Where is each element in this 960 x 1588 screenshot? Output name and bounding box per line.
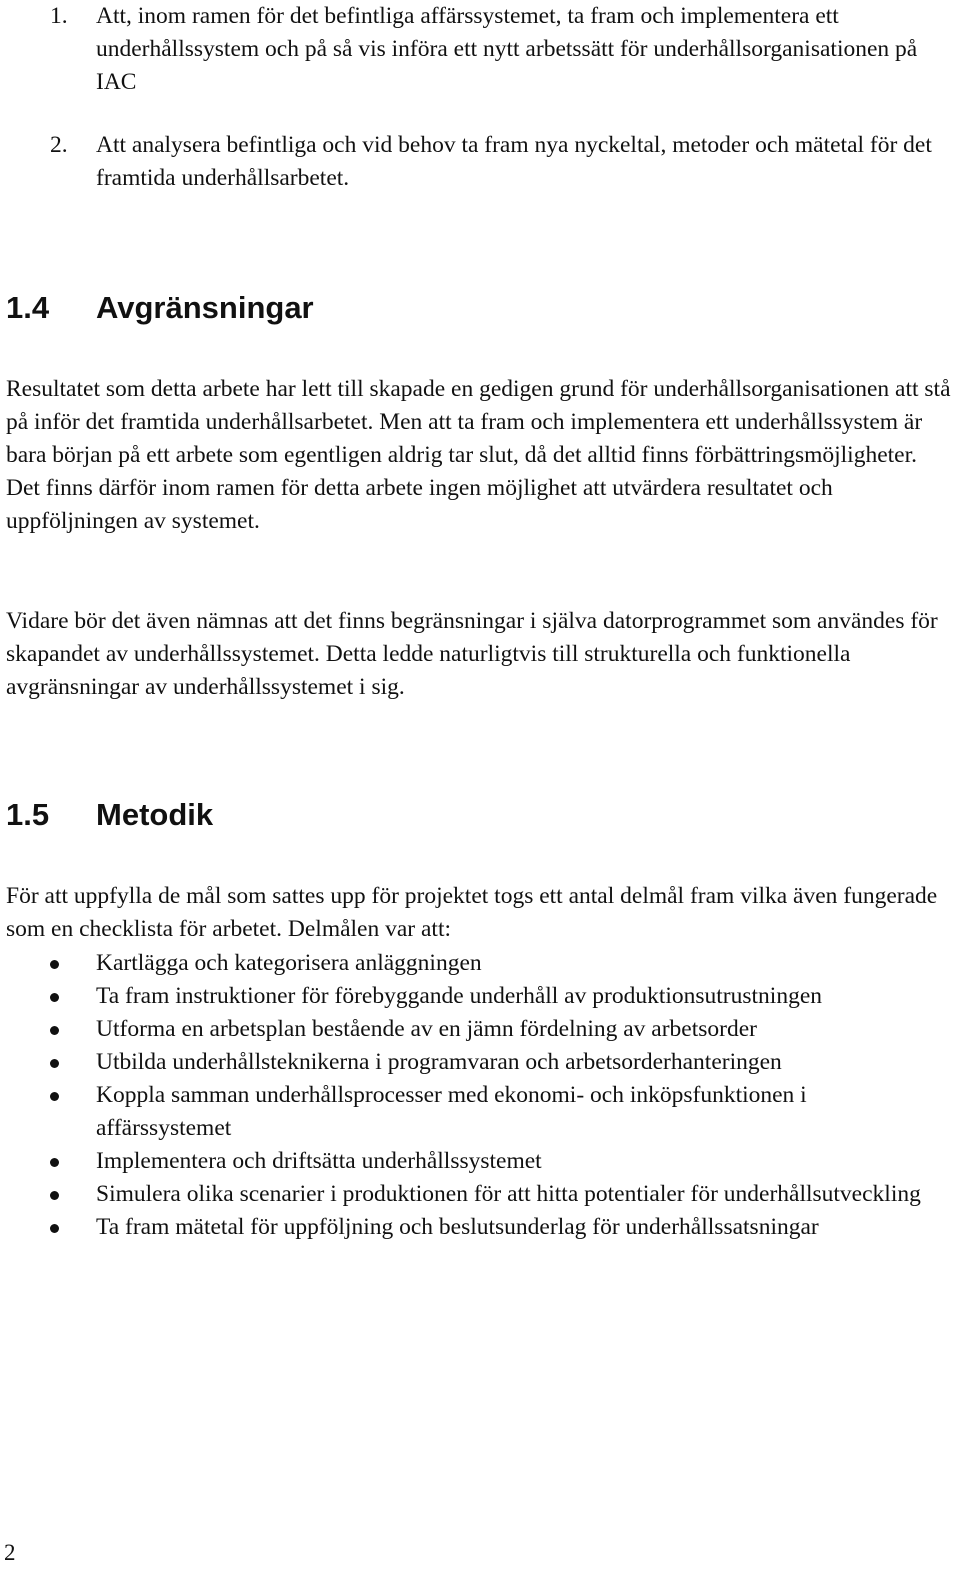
bullet-icon (50, 993, 59, 1002)
bullet-icon (50, 1224, 59, 1233)
bullet-text: Utbilda underhållsteknikerna i programvaran och arbetsorderhanteringen (96, 1049, 782, 1075)
bullet-item (0, 1178, 946, 1211)
bullet-item (0, 1013, 946, 1046)
bullet-icon (50, 1059, 59, 1068)
bullet-icon (50, 960, 59, 969)
bullet-item (0, 1211, 946, 1244)
bullet-text: Ta fram mätetal för uppföljning och beslutsunderlag för underhållssatsningar (96, 1214, 819, 1240)
bullet-icon (50, 1026, 59, 1035)
bullet-text: Utforma en arbetsplan bestående av en jämn fördelning av arbetsorder (96, 1016, 757, 1042)
bullet-text: Ta fram instruktioner för förebyggande underhåll av produktionsutrustningen (96, 983, 823, 1009)
bullet-text: Kartlägga och kategorisera anläggningen (96, 950, 482, 976)
bullet-text: Koppla samman underhållsprocesser med ekonomi- och inköpsfunktionen i affärssystemet (96, 1082, 807, 1141)
goals-list-item (0, 129, 956, 195)
bullet-item (0, 1079, 946, 1145)
list-number: 2. (50, 132, 68, 158)
section-title: Metodik (96, 797, 214, 832)
list-number: 1. (50, 3, 68, 29)
paragraph: För att uppfylla de mål som sattes upp för projektet togs ett antal delmål fram vilka även fungerade som en checklista för arbetet. Delmålen var att: (6, 883, 938, 942)
list-item-text: Att, inom ramen för det befintliga affärssystemet, ta fram och implementera ett underhållssystem och på så vis införa ett nytt arbetssätt för underhållsorganisationen på IAC (96, 3, 918, 95)
bullet-item (0, 1046, 946, 1079)
paragraph: Resultatet som detta arbete har lett till skapade en gedigen grund för underhållsorganisationen att stå på inför det framtida underhållsarbetet. Men att ta fram och implementera ett underhållssystem är bara början på ett arbete som egentligen aldrig tar slut, då det alltid finns förbättringsmöjligheter. Det finns därför inom ramen för detta arbete ingen möjlighet att utvärdera resultatet och uppföljningen av systemet. (6, 376, 951, 534)
section-number: 1.5 (6, 797, 50, 832)
bullet-item (0, 947, 946, 980)
bullet-item (0, 1145, 946, 1178)
bullet-text: Simulera olika scenarier i produktionen för att hitta potentialer för underhållsutveckling (96, 1181, 921, 1207)
section-heading (6, 290, 314, 326)
section-title: Avgränsningar (96, 290, 314, 325)
bullet-item (0, 980, 946, 1013)
bullet-icon (50, 1191, 59, 1200)
page-number: 2 (4, 1540, 16, 1565)
section-heading (6, 797, 213, 833)
section-number: 1.4 (6, 290, 50, 325)
bullet-icon (50, 1092, 59, 1101)
bullet-text: Implementera och driftsätta underhållssystemet (96, 1148, 542, 1174)
goals-list-item (0, 0, 956, 99)
list-item-text: Att analysera befintliga och vid behov ta fram nya nyckeltal, metoder och mätetal för det framtida underhållsarbetet. (96, 132, 932, 191)
bullet-icon (50, 1158, 59, 1167)
paragraph: Vidare bör det även nämnas att det finns begränsningar i själva datorprogrammet som användes för skapandet av underhållssystemet. Detta ledde naturligtvis till strukturella och funktionella avgränsningar av underhållssystemet i sig. (6, 608, 938, 700)
bullet-list (0, 947, 960, 1244)
